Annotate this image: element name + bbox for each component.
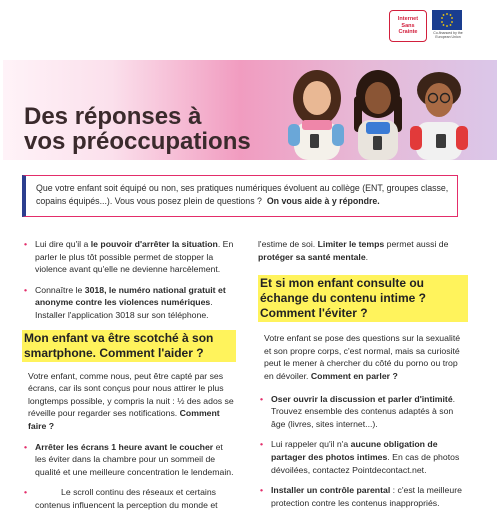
list-item <box>22 486 236 511</box>
text: Lui dire qu'il a <box>35 239 91 249</box>
list-item <box>258 438 468 476</box>
list-item <box>22 238 236 276</box>
bold-text: protéger sa santé mentale <box>258 251 366 262</box>
list-item <box>258 393 468 431</box>
text: l'estime de soi. <box>258 239 318 249</box>
page-title <box>24 104 251 154</box>
paragraph <box>258 332 468 382</box>
left-column <box>22 238 236 520</box>
list-item <box>22 284 236 322</box>
internet-sans-crainte-logo <box>389 10 427 42</box>
bullet-icon: • <box>24 487 28 498</box>
section-heading <box>258 275 468 322</box>
bold-text: Installer un contrôle parental <box>271 485 391 496</box>
bold-text: aucune obligation de partager des photos intimes <box>271 439 438 462</box>
bold-text: Limiter le temps <box>317 239 385 249</box>
text: permet aussi de <box>384 239 449 249</box>
text: . En parler le plus tôt possible permet de stopper la violence avant qu'elle ne devienne harcèlement. <box>35 239 234 275</box>
bullet-icon: • <box>24 284 28 295</box>
text: : c'est la meilleure protection contre les contenus inappropriés. <box>271 485 462 508</box>
eu-flag-icon <box>432 10 462 30</box>
paragraph <box>258 238 468 263</box>
text: Lui rappeler qu'il n'a <box>271 439 351 450</box>
text: et les éviter dans la chambre pour un sommeil de qualité et une meilleure concentration le lendemain. <box>35 441 234 477</box>
text: Le scroll continu des réseaux et certains contenus influencent la perception du monde et <box>35 487 218 510</box>
logo-text-line: Internet <box>397 16 419 23</box>
text: Connaître le <box>35 284 85 295</box>
girl-with-phone-illustration <box>282 68 352 160</box>
title-line: vos préoccupations <box>24 128 251 155</box>
text: . <box>365 251 369 262</box>
girl-with-braids-illustration <box>346 68 410 160</box>
list-item <box>258 484 468 509</box>
text: Votre enfant se pose des questions sur la sexualité et son propre corps, c'est normal, mais sa curiosité peut le mener à chercher du côté du porno ou trop en dévoiler. <box>264 333 461 381</box>
eu-caption: Co-financed by the European Union <box>433 31 463 39</box>
list-item <box>22 441 236 479</box>
text: . Trouvez ensemble des contenus adaptés à son âge (livres, sites internet...). <box>271 393 456 429</box>
intro-text: Que votre enfant soit équipé ou non, ses pratiques numériques évoluent au collège (ENT, groupes classe, copains équipés...). Vous vous posez plein de questions ? <box>36 183 449 206</box>
paragraph <box>22 370 236 433</box>
text: . Installer l'application 3018 sur son téléphone. <box>35 297 213 320</box>
bullet-icon: • <box>24 441 28 452</box>
bullet-icon: • <box>260 485 264 496</box>
logo-text-line: Sans <box>401 22 415 29</box>
heading-text: Et si mon enfant consulte ou échange du contenu intime ? Comment l'éviter ? <box>258 275 468 322</box>
title-line: Des réponses à <box>24 103 202 130</box>
intro-box <box>22 175 458 217</box>
bullet-icon: • <box>24 239 28 249</box>
boy-with-glasses-illustration <box>406 68 472 160</box>
text: Votre enfant, comme nous, peut être capté par ses écrans, car ils sont conçus pour nous attirer le plus longtemps possible, y compris la nuit : ½ des ados se réveille pour regarder ses notifications. <box>28 370 234 419</box>
bold-text: Arrêter les écrans 1 heure avant le coucher <box>35 441 214 452</box>
bullet-icon: • <box>260 439 264 450</box>
bold-text: Comment faire ? <box>28 408 220 431</box>
bullet-icon: • <box>260 393 264 404</box>
bold-text: le pouvoir d'arrêter la situation <box>90 239 218 249</box>
logo-text-line: Crainte <box>398 29 418 36</box>
section-heading <box>22 330 236 362</box>
bold-text: Oser ouvrir la discussion et parler d'intimité <box>271 393 453 404</box>
right-column <box>258 238 468 517</box>
bold-text: Comment en parler ? <box>310 370 398 381</box>
heading-text: Mon enfant va être scotché à son smartphone. Comment l'aider ? <box>22 330 236 362</box>
text: . En cas de photos dévoilées, contactez Pointdecontact.net. <box>271 451 460 475</box>
bold-text: 3018, le numéro national gratuit et anonyme contre les violences numériques <box>35 284 226 308</box>
intro-emphasis: On vous aide à y répondre. <box>266 196 380 206</box>
